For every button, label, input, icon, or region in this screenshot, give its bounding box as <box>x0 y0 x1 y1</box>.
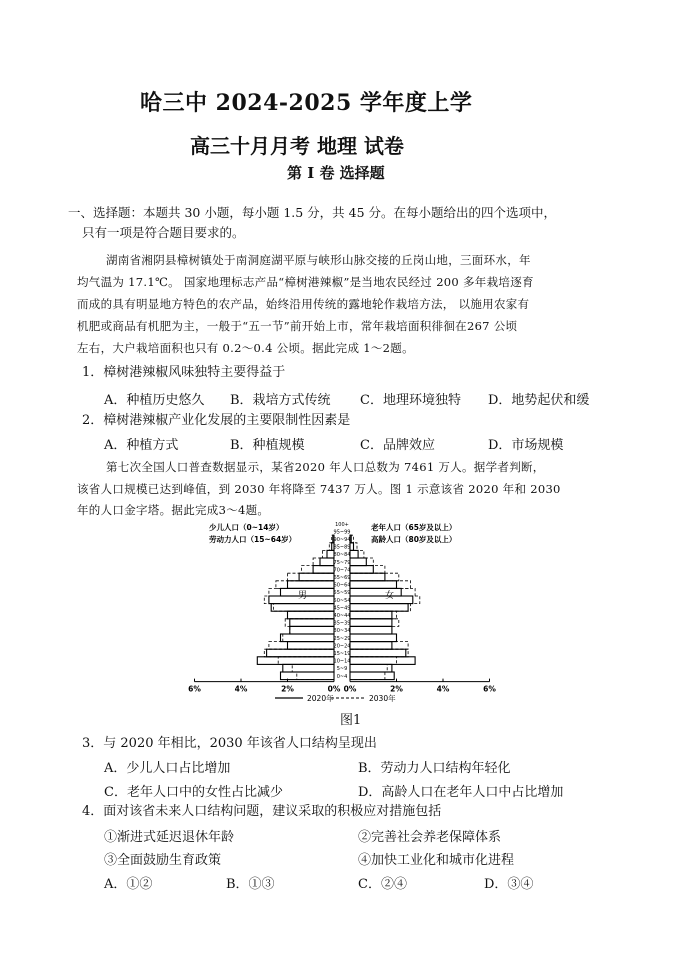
female-2030-bar <box>350 672 385 680</box>
legend-children: 少儿人口（0~14岁） <box>209 523 284 532</box>
question-4-stem: 4．面对该省未来人口结构问题，建议采取的积极应对措施包括 <box>82 804 442 819</box>
male-2030-bar <box>302 566 335 574</box>
female-2020-bar <box>350 657 415 665</box>
age-group-label: 60~64 <box>333 582 351 589</box>
male-2020-bar <box>281 634 335 642</box>
female-2020-bar <box>350 642 392 650</box>
age-group-label: 80~84 <box>333 552 351 559</box>
age-group-label: 70~74 <box>333 567 351 574</box>
q3-option-b[interactable]: B．劳动力人口结构年轻化 <box>358 761 511 776</box>
q3-option-a[interactable]: A．少儿人口占比增加 <box>104 761 231 776</box>
male-2020-bar <box>288 611 335 619</box>
male-2020-bar <box>283 664 334 672</box>
age-group-label: 40~44 <box>333 613 351 619</box>
q1-option-c[interactable]: C．地理环境独特 <box>360 393 461 408</box>
female-2020-bar <box>350 664 392 672</box>
legend-labor: 劳动力人口（15~64岁） <box>209 535 297 544</box>
female-2030-bar <box>350 642 408 650</box>
legend-2020-label: 2020年 <box>307 694 334 703</box>
female-2030-bar <box>350 581 411 589</box>
question-1-stem: 1．樟树港辣椒风味独特主要得益于 <box>82 365 286 380</box>
q4-option-a[interactable]: A．①② <box>104 877 153 892</box>
female-2030-bar <box>350 664 387 672</box>
passage2-line: 年的人口金字塔。据此完成3～4题。 <box>77 503 270 517</box>
female-2020-bar <box>350 573 385 581</box>
female-2020-bar <box>350 619 392 627</box>
female-2020-bar <box>350 543 354 551</box>
age-group-label: 75~79 <box>333 559 351 566</box>
question-3-stem: 3．与 2020 年相比，2030 年该省人口结构呈现出 <box>82 736 377 751</box>
male-2020-bar <box>290 619 334 627</box>
passage1-line: 均气温为 17.1℃。 国家地理标志产品“樟树港辣椒”是当地农民经过 200 多年栽培逐育 <box>77 275 534 289</box>
q2-option-b[interactable]: B．种植规模 <box>230 438 305 453</box>
male-2030-bar <box>322 550 334 558</box>
age-group-label: 100+ <box>335 521 349 528</box>
passage2-line: 该省人口规模已达到峰值，到 2030 年将降至 7437 万人。图 1 示意该省 2020 年和 2030 <box>77 482 561 496</box>
exam-title-line2: 高三十月月考 地理 试卷 <box>190 134 404 158</box>
x-tick-label: 6% <box>483 684 496 694</box>
female-2020-bar <box>350 558 366 566</box>
age-group-label: 65~69 <box>333 575 351 581</box>
legend-oldest-old: 高龄人口（80岁及以上） <box>371 535 457 544</box>
female-2020-bar <box>350 649 406 657</box>
x-tick-label: 2% <box>281 684 294 694</box>
age-group-label: 90~94 <box>333 537 351 543</box>
female-2030-bar <box>350 626 392 634</box>
male-2030-bar <box>292 664 334 672</box>
passage1-line: 左右，大户栽培面积也只有 0.2～0.4 公顷。据此完成 1～2题。 <box>77 341 414 355</box>
male-2020-bar <box>320 558 334 566</box>
male-2020-bar <box>299 573 334 581</box>
age-group-label: 25~29 <box>333 635 351 642</box>
male-2020-bar <box>257 657 334 665</box>
age-group-label: 10~14 <box>333 658 351 665</box>
age-group-label: 20~24 <box>333 643 351 650</box>
male-2020-bar <box>271 604 334 612</box>
x-tick-label: 0% <box>343 684 357 694</box>
age-group-label: 0~4 <box>336 673 348 680</box>
q4-item-4: ④加快工业化和城市化进程 <box>358 853 515 868</box>
q4-item-2: ②完善社会养老保障体系 <box>358 830 502 845</box>
female-2030-bar <box>350 604 411 612</box>
female-2030-bar <box>350 588 415 596</box>
q3-option-d[interactable]: D．高龄人口在老年人口中占比增加 <box>358 785 564 800</box>
female-2020-bar <box>350 596 413 604</box>
age-group-label: 55~59 <box>333 590 351 597</box>
male-2030-bar <box>297 672 334 680</box>
female-2020-bar <box>350 672 394 680</box>
q4-option-b[interactable]: B．①③ <box>226 877 275 892</box>
female-label: 女 <box>385 591 395 601</box>
male-2020-bar <box>290 626 334 634</box>
q2-option-d[interactable]: D．市场规模 <box>488 438 564 453</box>
x-tick-label: 0% <box>327 684 341 694</box>
male-2030-bar <box>285 619 334 627</box>
intro-line1: 一、选择题：本题共 30 小题，每小题 1.5 分，共 45 分。在每小题给出的四个选项中， <box>68 205 557 220</box>
female-2030-bar <box>350 573 399 581</box>
age-group-label: 15~19 <box>333 651 351 657</box>
female-2020-bar <box>350 581 397 589</box>
female-2030-bar <box>350 558 373 566</box>
female-2020-bar <box>350 566 373 574</box>
female-2030-bar <box>350 611 397 619</box>
x-tick-label: 6% <box>188 684 201 694</box>
male-2030-bar <box>288 573 335 581</box>
female-2020-bar <box>350 626 392 634</box>
male-2020-bar <box>281 672 335 680</box>
male-2020-bar <box>267 649 334 657</box>
intro-line2: 只有一项是符合题目要求的。 <box>82 225 245 240</box>
age-group-label: 50~54 <box>333 597 351 604</box>
x-tick-label: 4% <box>436 684 450 694</box>
passage1-line: 而成的具有明显地方特色的农产品，始终沿用传统的露地轮作栽培方法， 以施用农家有 <box>77 297 530 311</box>
q2-option-c[interactable]: C．品牌效应 <box>360 438 435 453</box>
male-2030-bar <box>269 642 334 650</box>
male-2020-bar <box>288 642 335 650</box>
male-2030-bar <box>274 604 335 612</box>
male-2020-bar <box>288 581 335 589</box>
q3-option-c[interactable]: C．老年人口中的女性占比减少 <box>104 785 283 800</box>
age-group-label: 45~49 <box>333 605 351 612</box>
male-2020-bar <box>313 566 334 574</box>
female-2020-bar <box>350 604 408 612</box>
q4-item-1: ①渐进式延迟退休年龄 <box>104 830 235 845</box>
q1-option-b[interactable]: B．栽培方式传统 <box>230 393 331 408</box>
age-group-label: 35~39 <box>333 620 351 627</box>
population-pyramid-chart <box>188 518 496 708</box>
male-2030-bar <box>278 657 334 665</box>
male-2030-bar <box>290 626 334 634</box>
female-2030-bar <box>350 657 397 665</box>
male-2030-bar <box>264 649 334 657</box>
question-2-stem: 2．樟树港辣椒产业化发展的主要限制性因素是 <box>82 413 351 428</box>
x-tick-label: 2% <box>390 684 403 694</box>
x-tick-label: 4% <box>234 684 248 694</box>
female-2030-bar <box>350 634 397 642</box>
male-label: 男 <box>298 591 308 601</box>
male-2020-bar <box>281 588 335 596</box>
q2-option-a[interactable]: A．种植方式 <box>104 438 179 453</box>
passage1-line: 湖南省湘阴县樟树镇处于南洞庭湖平原与峡形山脉交接的丘岗山地，三面环水，年 <box>106 253 531 267</box>
q4-option-c[interactable]: C．②④ <box>358 877 407 892</box>
q1-option-d[interactable]: D．地势起伏和缓 <box>488 393 590 408</box>
female-2020-bar <box>350 634 397 642</box>
age-group-label: 95~99 <box>333 529 351 536</box>
passage1-line: 机肥或商品有机肥为主，一般于“五一节”前开始上市，常年栽培面积徘徊在267 公顷 <box>77 319 518 333</box>
q4-item-3: ③全面鼓励生育政策 <box>104 853 222 868</box>
female-2020-bar <box>350 550 358 558</box>
q1-option-a[interactable]: A．种植历史悠久 <box>104 393 205 408</box>
female-2030-bar <box>350 550 364 558</box>
female-2030-bar <box>350 566 385 574</box>
passage2-line: 第七次全国人口普查数据显示，某省2020 年人口总数为 7461 万人。据学者判断， <box>106 460 545 474</box>
female-2030-bar <box>350 649 408 657</box>
male-2030-bar <box>288 611 335 619</box>
legend-2030-label: 2030年 <box>369 694 396 703</box>
section-heading: 第 I 卷 选择题 <box>287 164 385 182</box>
female-2020-bar <box>350 611 392 619</box>
q4-option-d[interactable]: D．③④ <box>484 877 534 892</box>
male-2030-bar <box>276 581 334 589</box>
legend-elderly: 老年人口（65岁及以上） <box>371 523 457 532</box>
figure-caption: 图1 <box>340 713 362 728</box>
age-group-label: 5~9 <box>336 666 348 673</box>
male-2030-bar <box>283 634 334 642</box>
exam-title-line1: 哈三中 2024-2025 学年度上学 <box>140 90 473 116</box>
age-group-label: 85~89 <box>333 544 351 551</box>
male-2030-bar <box>313 558 334 566</box>
age-group-label: 30~34 <box>333 628 351 635</box>
